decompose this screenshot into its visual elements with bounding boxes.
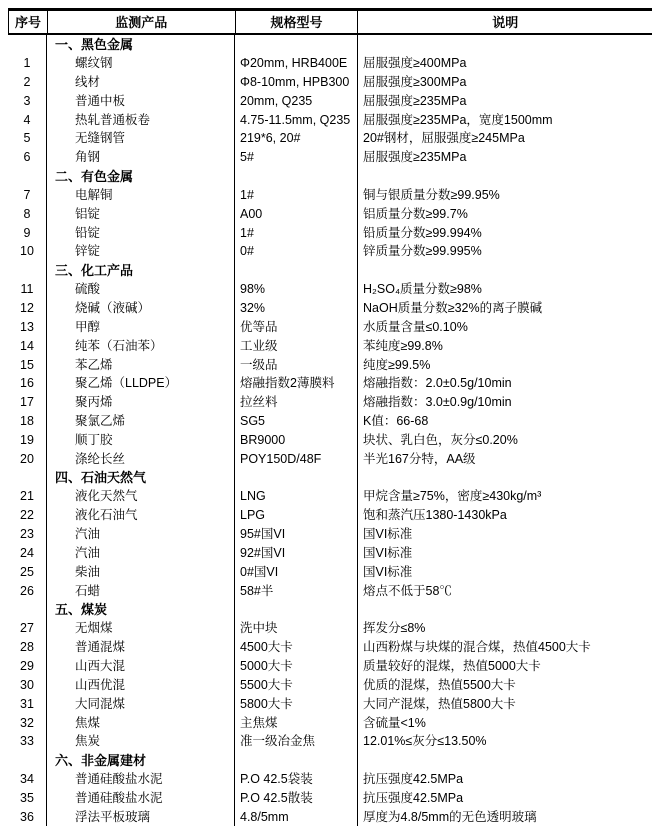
section-row bbox=[8, 35, 652, 54]
table-row bbox=[8, 280, 652, 299]
row-seq-no: 26 bbox=[8, 581, 47, 600]
row-desc: 半光167分特，AA级 bbox=[363, 451, 476, 466]
row-product: 电解铜 bbox=[47, 186, 235, 205]
table-row bbox=[8, 638, 652, 657]
row-product: 山西优混 bbox=[47, 676, 235, 695]
row-product: 纯苯（石油苯） bbox=[47, 337, 235, 356]
row-product: 烧碱（液碱） bbox=[47, 299, 235, 318]
row-seq-no bbox=[8, 261, 47, 280]
row-product: 普通中板 bbox=[47, 92, 235, 111]
row-product: 螺纹钢 bbox=[47, 54, 235, 73]
table-row bbox=[8, 92, 652, 111]
table-row bbox=[8, 487, 652, 506]
row-product: 甲醇 bbox=[47, 318, 235, 337]
row-desc: 屈服强度≥235MPa bbox=[363, 93, 467, 108]
row-seq-no: 18 bbox=[8, 412, 47, 431]
row-spec bbox=[235, 600, 358, 619]
row-spec: 98% bbox=[235, 280, 358, 299]
row-spec: 219*6, 20# bbox=[235, 129, 358, 148]
row-product: 角钢 bbox=[47, 148, 235, 167]
section-row bbox=[8, 751, 652, 770]
row-spec bbox=[235, 751, 358, 770]
row-spec: 4.8/5mm bbox=[235, 808, 358, 826]
header-desc: 说明 bbox=[492, 14, 519, 30]
row-product: 无缝钢管 bbox=[47, 129, 235, 148]
row-seq-no: 3 bbox=[8, 92, 47, 111]
row-spec: 1# bbox=[235, 186, 358, 205]
row-seq-no: 17 bbox=[8, 393, 47, 412]
row-spec: 准一级冶金焦 bbox=[235, 732, 358, 751]
row-desc: 锌质量分数≥99.995% bbox=[363, 244, 482, 259]
row-product: 普通混煤 bbox=[47, 638, 235, 657]
row-seq-no: 34 bbox=[8, 770, 47, 789]
row-product: 锌锭 bbox=[47, 242, 235, 261]
row-desc: 块状、乳白色，灰分≤0.20% bbox=[363, 432, 518, 447]
row-spec: 1# bbox=[235, 223, 358, 242]
row-spec: 5800大卡 bbox=[235, 695, 358, 714]
table-row bbox=[8, 355, 652, 374]
table-row bbox=[8, 563, 652, 582]
row-spec: 4.75-11.5mm, Q235 bbox=[235, 110, 358, 129]
row-desc bbox=[358, 468, 652, 487]
row-desc: K值：66-68 bbox=[363, 414, 429, 429]
row-spec: 0#国VI bbox=[235, 563, 358, 582]
row-desc: 优质的混煤，热值5500大卡 bbox=[363, 677, 516, 692]
table-row bbox=[8, 732, 652, 751]
table-row bbox=[8, 450, 652, 469]
row-spec: 32% bbox=[235, 299, 358, 318]
row-spec: POY150D/48F bbox=[235, 450, 358, 469]
row-desc: NaOH质量分数≥32%的离子膜碱 bbox=[363, 300, 543, 315]
row-seq-no: 20 bbox=[8, 450, 47, 469]
row-product: 顺丁胶 bbox=[47, 431, 235, 450]
row-desc: 饱和蒸汽压1380-1430kPa bbox=[363, 508, 507, 523]
table-row bbox=[8, 148, 652, 167]
row-desc: 抗压强度42.5MPa bbox=[363, 772, 464, 787]
row-desc: 国VI标准 bbox=[363, 527, 413, 542]
row-spec: 0# bbox=[235, 242, 358, 261]
table-row bbox=[8, 808, 652, 826]
row-seq-no: 7 bbox=[8, 186, 47, 205]
row-spec: 优等品 bbox=[235, 318, 358, 337]
row-desc: 熔点不低于58℃ bbox=[363, 583, 452, 598]
row-product: 苯乙烯 bbox=[47, 355, 235, 374]
row-desc: 屈服强度≥235MPa，宽度1500mm bbox=[363, 112, 553, 127]
header-product: 监测产品 bbox=[48, 11, 236, 33]
row-seq-no: 13 bbox=[8, 318, 47, 337]
row-product: 普通硅酸盐水泥 bbox=[47, 770, 235, 789]
row-desc: 含硫量<1% bbox=[363, 715, 426, 730]
row-desc: H₂SO₄质量分数≥98% bbox=[363, 282, 482, 297]
table-row bbox=[8, 770, 652, 789]
table-body bbox=[8, 35, 652, 826]
row-seq-no: 16 bbox=[8, 374, 47, 393]
row-seq-no: 32 bbox=[8, 713, 47, 732]
table-row bbox=[8, 205, 652, 224]
row-product: 汽油 bbox=[47, 525, 235, 544]
row-desc bbox=[358, 167, 652, 186]
table-row bbox=[8, 54, 652, 73]
row-spec bbox=[235, 167, 358, 186]
row-desc: 熔融指数：2.0±0.5g/10min bbox=[363, 376, 512, 391]
section-row bbox=[8, 468, 652, 487]
row-spec: SG5 bbox=[235, 412, 358, 431]
row-spec: 58#半 bbox=[235, 581, 358, 600]
section-label: 六、非金属建材 bbox=[47, 751, 235, 770]
table-row bbox=[8, 337, 652, 356]
table-row bbox=[8, 223, 652, 242]
row-seq-no: 24 bbox=[8, 544, 47, 563]
row-spec: 熔融指数2薄膜料 bbox=[235, 374, 358, 393]
row-seq-no: 1 bbox=[8, 54, 47, 73]
row-spec: BR9000 bbox=[235, 431, 358, 450]
row-seq-no: 23 bbox=[8, 525, 47, 544]
table-row bbox=[8, 73, 652, 92]
row-spec: P.O 42.5散装 bbox=[235, 789, 358, 808]
table-row bbox=[8, 657, 652, 676]
row-seq-no bbox=[8, 600, 47, 619]
section-row bbox=[8, 261, 652, 280]
row-seq-no: 15 bbox=[8, 355, 47, 374]
header-seq-no: 序号 bbox=[9, 11, 48, 33]
row-seq-no: 19 bbox=[8, 431, 47, 450]
row-seq-no: 12 bbox=[8, 299, 47, 318]
table-row bbox=[8, 544, 652, 563]
row-product: 石蜡 bbox=[47, 581, 235, 600]
row-spec bbox=[235, 35, 358, 54]
row-desc: 铅质量分数≥99.994% bbox=[363, 225, 482, 240]
row-product: 热轧普通板卷 bbox=[47, 110, 235, 129]
row-product: 液化天然气 bbox=[47, 487, 235, 506]
table-row bbox=[8, 110, 652, 129]
row-product: 柴油 bbox=[47, 563, 235, 582]
row-spec: LNG bbox=[235, 487, 358, 506]
row-desc: 大同产混煤，热值5800大卡 bbox=[363, 696, 516, 711]
row-product: 聚氯乙烯 bbox=[47, 412, 235, 431]
table-row bbox=[8, 676, 652, 695]
row-product: 液化石油气 bbox=[47, 506, 235, 525]
row-spec bbox=[235, 261, 358, 280]
row-seq-no: 29 bbox=[8, 657, 47, 676]
row-seq-no: 6 bbox=[8, 148, 47, 167]
row-seq-no: 2 bbox=[8, 73, 47, 92]
row-desc: 挥发分≤8% bbox=[363, 621, 426, 636]
row-product: 硫酸 bbox=[47, 280, 235, 299]
row-spec: 4500大卡 bbox=[235, 638, 358, 657]
row-spec: 拉丝料 bbox=[235, 393, 358, 412]
row-desc bbox=[358, 600, 652, 619]
row-seq-no: 4 bbox=[8, 110, 47, 129]
table-row bbox=[8, 713, 652, 732]
row-seq-no: 11 bbox=[8, 280, 47, 299]
row-seq-no: 30 bbox=[8, 676, 47, 695]
row-seq-no: 25 bbox=[8, 563, 47, 582]
row-seq-no: 35 bbox=[8, 789, 47, 808]
row-seq-no: 8 bbox=[8, 205, 47, 224]
row-desc: 屈服强度≥300MPa bbox=[363, 74, 467, 89]
section-row bbox=[8, 600, 652, 619]
row-desc: 国VI标准 bbox=[363, 564, 413, 579]
row-desc: 屈服强度≥400MPa bbox=[363, 56, 467, 71]
monitoring-products-table bbox=[8, 8, 652, 826]
row-desc: 国VI标准 bbox=[363, 545, 413, 560]
table-row bbox=[8, 619, 652, 638]
header-spec: 规格型号 bbox=[236, 11, 359, 33]
row-product: 铝锭 bbox=[47, 205, 235, 224]
row-desc: 熔融指数：3.0±0.9g/10min bbox=[363, 395, 512, 410]
row-desc: 20#钢材，屈服强度≥245MPa bbox=[363, 131, 525, 146]
row-product: 铅锭 bbox=[47, 223, 235, 242]
row-product: 线材 bbox=[47, 73, 235, 92]
row-seq-no: 21 bbox=[8, 487, 47, 506]
row-product: 大同混煤 bbox=[47, 695, 235, 714]
table-row bbox=[8, 186, 652, 205]
row-spec bbox=[235, 468, 358, 487]
table-row bbox=[8, 412, 652, 431]
section-label: 一、黑色金属 bbox=[47, 35, 235, 54]
row-spec: P.O 42.5袋装 bbox=[235, 770, 358, 789]
table-row bbox=[8, 318, 652, 337]
section-label: 三、化工产品 bbox=[47, 261, 235, 280]
row-seq-no: 27 bbox=[8, 619, 47, 638]
table-row bbox=[8, 695, 652, 714]
table-header-row bbox=[8, 8, 652, 35]
row-product: 无烟煤 bbox=[47, 619, 235, 638]
row-spec: 5500大卡 bbox=[235, 676, 358, 695]
row-desc: 抗压强度42.5MPa bbox=[363, 790, 464, 805]
row-seq-no bbox=[8, 35, 47, 54]
row-product: 焦煤 bbox=[47, 713, 235, 732]
row-product: 聚乙烯（LLDPE） bbox=[47, 374, 235, 393]
row-spec: 92#国VI bbox=[235, 544, 358, 563]
row-desc: 苯纯度≥99.8% bbox=[363, 338, 443, 353]
table-row bbox=[8, 431, 652, 450]
row-seq-no: 9 bbox=[8, 223, 47, 242]
row-spec: 95#国VI bbox=[235, 525, 358, 544]
row-spec: 一级品 bbox=[235, 355, 358, 374]
row-product: 山西大混 bbox=[47, 657, 235, 676]
row-desc: 铝质量分数≥99.7% bbox=[363, 206, 468, 221]
row-seq-no bbox=[8, 751, 47, 770]
row-spec: Φ20mm, HRB400E bbox=[235, 54, 358, 73]
row-spec: 5# bbox=[235, 148, 358, 167]
row-desc: 质量较好的混煤，热值5000大卡 bbox=[363, 659, 541, 674]
row-seq-no bbox=[8, 468, 47, 487]
row-spec: A00 bbox=[235, 205, 358, 224]
section-row bbox=[8, 167, 652, 186]
row-desc: 厚度为4.8/5mm的无色透明玻璃 bbox=[363, 809, 537, 824]
row-desc: 屈服强度≥235MPa bbox=[363, 150, 467, 165]
table-row bbox=[8, 581, 652, 600]
row-desc: 甲烷含量≥75%，密度≥430kg/m³ bbox=[363, 489, 542, 504]
row-product: 普通硅酸盐水泥 bbox=[47, 789, 235, 808]
row-spec: 洗中块 bbox=[235, 619, 358, 638]
row-spec: 主焦煤 bbox=[235, 713, 358, 732]
row-desc bbox=[358, 35, 652, 54]
table-row bbox=[8, 525, 652, 544]
row-seq-no: 33 bbox=[8, 732, 47, 751]
row-product: 浮法平板玻璃 bbox=[47, 808, 235, 826]
row-seq-no: 5 bbox=[8, 129, 47, 148]
row-spec: Φ8-10mm, HPB300 bbox=[235, 73, 358, 92]
row-spec: 20mm, Q235 bbox=[235, 92, 358, 111]
row-seq-no bbox=[8, 167, 47, 186]
row-product: 涤纶长丝 bbox=[47, 450, 235, 469]
table-row bbox=[8, 506, 652, 525]
row-seq-no: 36 bbox=[8, 808, 47, 826]
table-row bbox=[8, 299, 652, 318]
row-seq-no: 31 bbox=[8, 695, 47, 714]
table-row bbox=[8, 789, 652, 808]
row-desc: 纯度≥99.5% bbox=[363, 357, 431, 372]
row-spec: LPG bbox=[235, 506, 358, 525]
row-product: 汽油 bbox=[47, 544, 235, 563]
row-desc bbox=[358, 261, 652, 280]
row-desc: 铜与银质量分数≥99.95% bbox=[363, 187, 500, 202]
row-product: 焦炭 bbox=[47, 732, 235, 751]
section-label: 五、煤炭 bbox=[47, 600, 235, 619]
table-row bbox=[8, 393, 652, 412]
table-row bbox=[8, 242, 652, 261]
table-row bbox=[8, 129, 652, 148]
row-seq-no: 14 bbox=[8, 337, 47, 356]
row-desc: 山西粉煤与块煤的混合煤，热值4500大卡 bbox=[363, 640, 591, 655]
section-label: 二、有色金属 bbox=[47, 167, 235, 186]
row-desc bbox=[358, 751, 652, 770]
row-desc: 12.01%≤灰分≤13.50% bbox=[363, 734, 487, 749]
row-seq-no: 22 bbox=[8, 506, 47, 525]
row-spec: 5000大卡 bbox=[235, 657, 358, 676]
row-seq-no: 28 bbox=[8, 638, 47, 657]
row-desc: 水质量含量≤0.10% bbox=[363, 319, 468, 334]
section-label: 四、石油天然气 bbox=[47, 468, 235, 487]
row-seq-no: 10 bbox=[8, 242, 47, 261]
row-product: 聚丙烯 bbox=[47, 393, 235, 412]
row-spec: 工业级 bbox=[235, 337, 358, 356]
table-row bbox=[8, 374, 652, 393]
